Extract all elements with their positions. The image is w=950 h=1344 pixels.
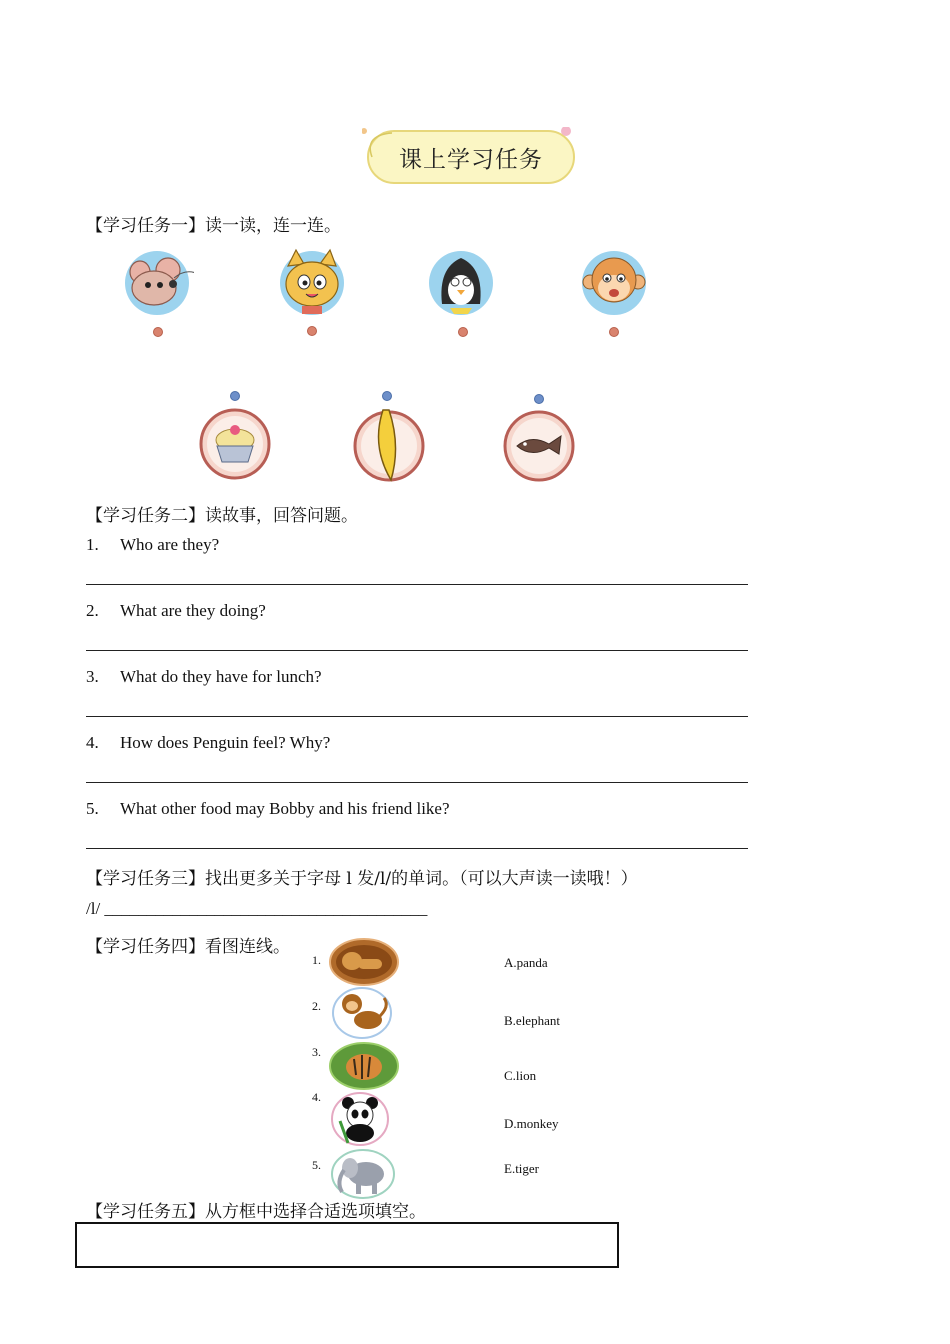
match-dot[interactable] <box>382 391 392 401</box>
banana-icon <box>353 406 425 486</box>
task5-heading: 【学习任务五】从方框中选择合适选项填空。 <box>86 1202 426 1222</box>
match-dot[interactable] <box>230 391 240 401</box>
answer-line[interactable] <box>86 716 748 717</box>
question-text: Who are they? <box>120 535 220 554</box>
question-text: What other food may Bobby and his friend like? <box>120 799 450 818</box>
cat-icon <box>278 248 348 322</box>
picture-number: 2. <box>312 999 321 1013</box>
option-b: B.elephant <box>504 1013 560 1028</box>
option-c: C.lion <box>504 1068 537 1083</box>
question-number: 4. <box>86 733 99 752</box>
question-text: What are they doing? <box>120 601 266 620</box>
option-e: E.tiger <box>504 1161 540 1176</box>
picture-number: 3. <box>312 1045 321 1059</box>
picture-number: 4. <box>312 1090 321 1104</box>
penguin-icon <box>428 248 498 322</box>
task3-answer-line[interactable]: /l/ ______________________________________ <box>86 899 428 918</box>
question-2 <box>86 601 266 621</box>
mouse-icon <box>124 248 194 322</box>
question-3 <box>86 667 322 687</box>
tiger-icon <box>328 1041 400 1095</box>
fish-icon <box>503 410 575 486</box>
question-4 <box>86 733 330 753</box>
word-bank-box <box>75 1222 619 1268</box>
task4-heading: 【学习任务四】看图连线。 <box>86 937 290 957</box>
task3-heading: 【学习任务三】找出更多关于字母 l 发/l/的单词。（可以大声读一读哦！） <box>86 869 638 889</box>
picture-number: 5. <box>312 1158 321 1172</box>
question-number: 2. <box>86 601 99 620</box>
answer-line[interactable] <box>86 650 748 651</box>
lion-icon <box>328 937 400 991</box>
question-number: 1. <box>86 535 99 554</box>
question-number: 5. <box>86 799 99 818</box>
option-d: D.monkey <box>504 1116 559 1131</box>
elephant-icon <box>330 1148 396 1204</box>
page-title: 课上学习任务 <box>399 147 543 173</box>
question-text: How does Penguin feel? Why? <box>120 733 331 752</box>
task2-heading: 【学习任务二】读故事，回答问题。 <box>86 506 358 526</box>
task1-heading: 【学习任务一】读一读，连一连。 <box>86 216 341 236</box>
match-dot[interactable] <box>609 327 619 337</box>
match-dot[interactable] <box>307 326 317 336</box>
option-a: A.panda <box>504 955 548 970</box>
question-number: 3. <box>86 667 99 686</box>
page-title-badge <box>362 127 580 187</box>
question-5 <box>86 799 450 819</box>
answer-line[interactable] <box>86 584 748 585</box>
cupcake-icon <box>199 408 271 484</box>
match-dot[interactable] <box>153 327 163 337</box>
answer-line[interactable] <box>86 782 748 783</box>
match-dot[interactable] <box>534 394 544 404</box>
question-text: What do they have for lunch? <box>120 667 322 686</box>
answer-line[interactable] <box>86 848 748 849</box>
panda-icon <box>330 1091 390 1151</box>
monkey-icon <box>580 248 650 322</box>
monkey-icon <box>330 986 394 1044</box>
question-1 <box>86 535 219 555</box>
picture-number: 1. <box>312 953 321 967</box>
match-dot[interactable] <box>458 327 468 337</box>
